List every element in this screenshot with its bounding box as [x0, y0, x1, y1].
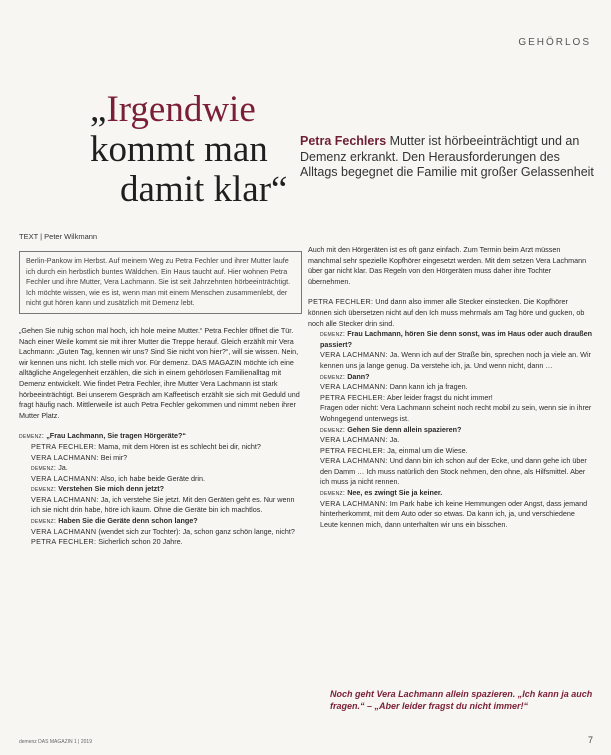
dialogue-text: (wendet sich zur Tochter): Ja, schon ganz schön lange, nicht? — [96, 526, 295, 536]
dialogue-line — [19, 537, 302, 548]
speaker-name: demenz: — [31, 463, 57, 473]
dialogue-line — [19, 453, 302, 464]
dialogue-text: Dann? — [345, 371, 370, 381]
dialogue-text: Und dann bin ich schon auf der Ecke, und dann gehe ich über den Damm … Ich muss natürlich den Stock nehmen, den ohne, als Hilfsmittel. Aber ich muss ja nicht rennen. — [320, 456, 587, 487]
headline-quote-open: „ — [90, 89, 107, 130]
page-number: 7 — [587, 735, 593, 745]
speaker-name: PETRA FECHLER: — [31, 441, 97, 451]
dialogue-line — [308, 350, 593, 371]
speaker-name: VERA LACHMANN: — [320, 456, 388, 466]
dialogue-line — [19, 431, 302, 442]
dialogue-line — [308, 329, 593, 350]
dialogue-line — [19, 474, 302, 485]
intro-box: Berlin-Pankow im Herbst. Auf meinem Weg zu Petra Fechler und ihrer Mutter laufe ich durch ein herbstlich buntes Wäldchen. Ein Haus taucht auf. Hier wohnen Petra Fechler und ihre Mutter, Vera Lachmann. Sie ist seit Jahrzehnten hörbeeinträchtigt. Ich möchte wissen, wie es ist, wenn man mit einem Menschen zusammenlebt, der nicht gut hören kann und zusätzlich mit Demenz lebt. — [19, 251, 302, 314]
speaker-name: demenz: — [320, 424, 346, 434]
dialogue-line — [19, 495, 302, 516]
dialogue-text: Und dann also immer alle Stecker einstecken. Die Kopfhörer können sich übersetzen nicht auf den Ich muss mehrmals am Tag höre und gucken, ob noch alle Stecker drin sind. — [308, 297, 585, 328]
dialogue-line — [308, 403, 593, 424]
speaker-name: VERA LACHMANN: — [320, 498, 388, 508]
dialogue-text: Haben Sie die Geräte denn schon lange? — [56, 516, 198, 526]
dialogue-text: Ja, ich verstehe Sie jetzt. Mit den Geräten geht es. Nur wenn ich sie nicht drin habe, höre ich kaum. Ohne die Geräte bin ich machtlos. — [31, 494, 295, 515]
dialogue-line — [19, 442, 302, 453]
section-label: GEHÖRLOS — [518, 37, 591, 48]
dialogue-text: Ja. Wenn ich auf der Straße bin, sprechen noch ja viele an. Wir kennen uns ja lange genug. Da verstehe ich, ja. Und wenn nicht, dann … — [320, 350, 591, 370]
speaker-name: VERA LACHMANN: — [320, 382, 388, 392]
speaker-name: VERA LACHMANN — [31, 526, 97, 536]
left-column — [19, 245, 302, 548]
dialogue-line — [308, 393, 593, 404]
dialogue-line — [308, 372, 593, 383]
right-column — [308, 245, 593, 530]
right-dialogue — [308, 297, 593, 530]
dialogue-line — [308, 425, 593, 436]
byline: TEXT | Peter Wilkmann — [19, 232, 98, 241]
speaker-name: PETRA FECHLER: — [308, 297, 374, 307]
dialogue-line — [19, 527, 302, 538]
dialogue-line — [19, 484, 302, 495]
dialogue-line — [19, 463, 302, 474]
dialogue-line — [308, 446, 593, 457]
dialogue-text: Mama, mit dem Hören ist es schlecht bei dir, nicht? — [96, 441, 261, 451]
left-dialogue — [19, 431, 302, 548]
speaker-name: PETRA FECHLER: — [31, 537, 97, 547]
speaker-name: VERA LACHMANN: — [320, 435, 388, 445]
headline-accent-word: Irgendwie — [106, 89, 256, 130]
headline-line2: damit klar“ — [120, 169, 288, 210]
speaker-name: VERA LACHMANN: — [31, 473, 99, 483]
speaker-name: demenz: — [320, 329, 346, 339]
dialogue-line — [308, 499, 593, 531]
dialogue-text: Gehen Sie denn allein spazieren? — [345, 424, 462, 434]
dialogue-line — [308, 297, 593, 329]
dialogue-text: Nee, es zwingt Sie ja keiner. — [345, 488, 443, 498]
footer-magazine: demenz DAS MAGAZIN 1 | 2019 — [19, 739, 92, 745]
dialogue-line — [308, 382, 593, 393]
speaker-name: PETRA FECHLER: — [320, 392, 386, 402]
dialogue-text: „Frau Lachmann, Sie tragen Hörgeräte?“ — [44, 431, 187, 441]
dialogue-text: Ja. — [387, 435, 400, 445]
intro-paragraph — [300, 134, 600, 181]
headline-line1-rest: kommt man — [90, 129, 268, 170]
dialogue-text: Also, ich habe beide Geräte drin. — [98, 473, 206, 483]
speaker-name: VERA LACHMANN: — [320, 350, 388, 360]
dialogue-line — [308, 435, 593, 446]
intro-text: Mutter ist hörbeeinträchtigt und an Demenz erkrankt. Den Herausforderungen des Alltags begegnet die Familie mit großer Gelassenheit — [300, 134, 594, 179]
pull-quote: Noch geht Vera Lachmann allein spazieren. „Ich kann ja auch fragen.“ – „Aber leider fragst du nicht immer!“ — [330, 689, 593, 711]
dialogue-line — [19, 516, 302, 527]
speaker-name: VERA LACHMANN: — [31, 452, 99, 462]
right-paragraph: Auch mit den Hörgeräten ist es oft ganz einfach. Zum Termin beim Arzt müssen manchmal sehr spezielle Kopfhörer eingesetzt werden. Mit dem setzen Vera Lachmann über gar nicht klar. Das Regeln von den Hörgeräten muss daher ihre Tochter übernehmen. — [308, 245, 587, 286]
speaker-name: demenz: — [31, 484, 57, 494]
speaker-name: demenz: — [19, 431, 45, 441]
dialogue-text: Fragen oder nicht: Vera Lachmann scheint noch recht mobil zu sein, wenn sie in ihrer Wohngegend unterwegs ist. — [320, 403, 592, 423]
speaker-name: PETRA FECHLER: — [320, 445, 386, 455]
dialogue-text: Im Park habe ich keine Hemmungen oder Angst, dass jemand hinterherkommt, mit dem Auto oder so etwas. Da kann ich, ja, und verschiedene Leute kennen mich, dann unterhalten wir uns ein bisschen. — [320, 498, 588, 529]
left-paragraph: „Gehen Sie ruhig schon mal hoch, ich hole meine Mutter.“ Petra Fechler öffnet die Tür. Nach einer Weile kommt sie mit ihrer Mutter die Treppe herauf. Gleich erzählt mir Vera Lachmann: „Guten Tag, kennen wir uns? Sind Sie nicht von hier?“, will sie wissen. Nein, wir kennen uns nicht. Ich stelle mich vor. Für demenz. DAS MAGAZIN möchte ich eine alltägliche Angelegenheit erzählen, die sich in einem gehörlosen Familienalltag mit Demenz entwickelt. Wie findet Petra Fechler, ihre Mutter Vera Lachmann ist stark hörbeeinträchtigt. Bei unserem Gespräch am Kaffeetisch erzählt sie sich mit Geduld und fragt häufig nach. Mittlerweile ist auch Petra Fechler gekommen und nimmt neben ihrer Mutter Platz. — [19, 325, 300, 420]
dialogue-text: Ja. — [56, 463, 68, 473]
speaker-name: demenz: — [320, 371, 346, 381]
headline — [90, 90, 320, 210]
dialogue-text: Bei mir? — [98, 452, 128, 462]
dialogue-text: Sicherlich schon 20 Jahre. — [96, 537, 183, 547]
dialogue-line — [308, 456, 593, 488]
speaker-name: demenz: — [31, 516, 57, 526]
dialogue-text: Aber leider fragst du nicht immer! — [385, 392, 493, 402]
dialogue-text: Ja, einmal um die Wiese. — [385, 445, 468, 455]
intro-name: Petra Fechlers — [300, 134, 387, 148]
speaker-name: VERA LACHMANN: — [31, 494, 99, 504]
dialogue-text: Dann kann ich ja fragen. — [387, 382, 468, 392]
dialogue-text: Frau Lachmann, hören Sie denn sonst, was im Haus oder auch draußen passiert? — [320, 329, 593, 349]
dialogue-text: Verstehen Sie mich denn jetzt? — [56, 484, 165, 494]
dialogue-line — [308, 488, 593, 499]
speaker-name: demenz: — [320, 488, 346, 498]
